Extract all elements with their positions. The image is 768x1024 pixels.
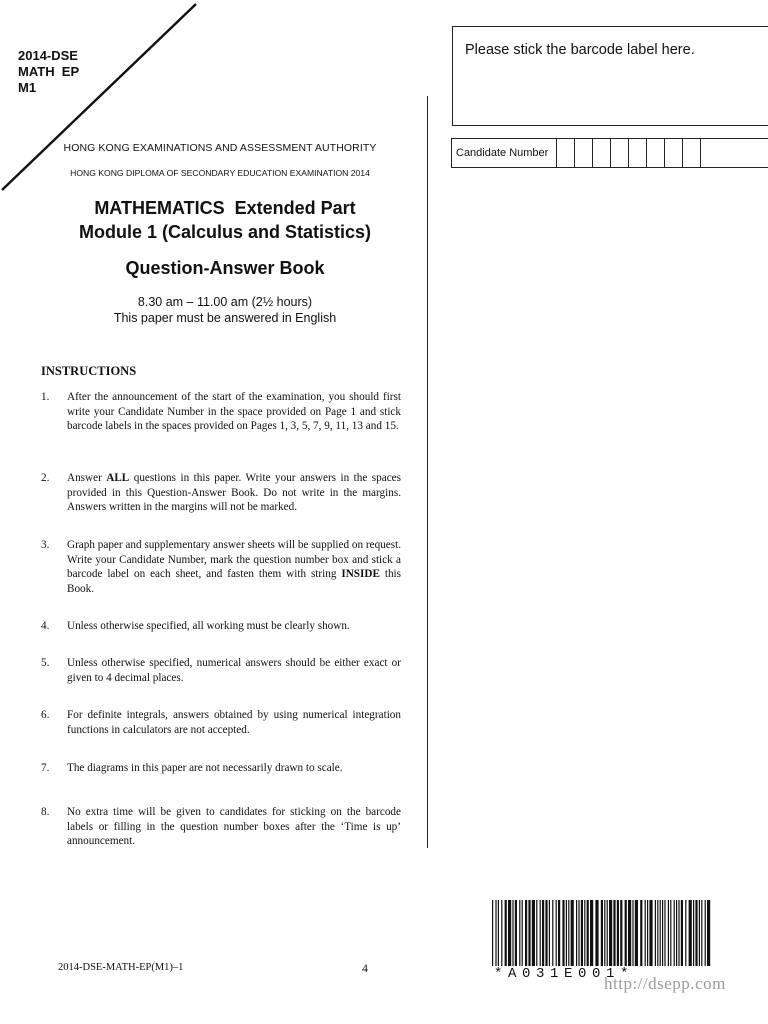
- barcode-bar: [635, 900, 638, 966]
- barcode-bar: [649, 900, 652, 966]
- candidate-number-cell[interactable]: [682, 138, 700, 168]
- barcode-bar: [668, 900, 669, 966]
- barcode-bar: [571, 900, 574, 966]
- barcode-bar: [607, 900, 608, 966]
- instruction-number: 2.: [41, 472, 50, 484]
- barcode-bar: [617, 900, 619, 966]
- instruction-number: 3.: [41, 539, 50, 551]
- barcode-bar: [498, 900, 499, 966]
- barcode-bar: [628, 900, 631, 966]
- barcode-bar: [640, 900, 642, 966]
- barcode-bar: [495, 900, 496, 966]
- barcode-bar: [674, 900, 675, 966]
- emphasis-all: ALL: [106, 472, 130, 484]
- exam-time: 8.30 am – 11.00 am (2½ hours): [137, 295, 313, 309]
- barcode-bar: [512, 900, 513, 966]
- barcode-bar: [657, 900, 658, 966]
- paper-code-module: M1: [18, 80, 37, 95]
- instruction-text: After the announcement of the start of the examination, you should first write your Candidate Number in the space provided on Page 1 and stick barcode labels in the spaces provided on Pages 1, 3, 5, 7, 9, 11, 13 and 15.: [67, 391, 401, 432]
- barcode-bar: [655, 900, 656, 966]
- instruction-number: 7.: [41, 762, 50, 774]
- barcode-label-prompt: Please stick the barcode label here.: [465, 42, 695, 58]
- candidate-number-cell[interactable]: [574, 138, 592, 168]
- barcode-bar: [695, 900, 697, 966]
- barcode-bar: [625, 900, 627, 966]
- barcode-bar: [525, 900, 527, 966]
- barcode-bar: [542, 900, 544, 966]
- barcode-bar: [519, 900, 520, 966]
- title-block: [20, 196, 430, 280]
- barcode-bar: [581, 900, 583, 966]
- barcode-bar: [578, 900, 579, 966]
- barcode-bar: [492, 900, 493, 966]
- instruction-text: Unless otherwise specified, numerical answers should be either exact or given to 4 decimal places.: [67, 657, 401, 684]
- instruction-text: For definite integrals, answers obtained by using numerical integration functions in calculators are not accepted.: [67, 709, 401, 736]
- barcode-text: *A031E001*: [494, 966, 635, 982]
- barcode-bar: [685, 900, 686, 966]
- barcode-bar: [522, 900, 523, 966]
- candidate-number-cell[interactable]: [610, 138, 628, 168]
- candidate-number-cell-end: [700, 138, 714, 168]
- barcode-bar: [568, 900, 569, 966]
- instructions-heading: INSTRUCTIONS: [41, 364, 137, 378]
- barcode-bar: [609, 900, 612, 966]
- barcode-bar: [701, 900, 702, 966]
- barcode-bar: [501, 900, 502, 966]
- barcode-bar: [664, 900, 665, 966]
- instruction-text: Graph paper and supplementary answer sheets will be supplied on request. Write your Candidate Number, mark the question number box and stick a barcode label on each sheet, and fasten them with string INSIDE this Book.: [67, 539, 401, 595]
- paper-code: [18, 48, 79, 96]
- authority-name: HONG KONG EXAMINATIONS AND ASSESSMENT AUTHORITY: [63, 142, 377, 154]
- page-number: 4: [362, 961, 368, 975]
- emphasis-inside: INSIDE: [341, 568, 380, 580]
- page-divider: [427, 96, 428, 848]
- barcode-bar: [647, 900, 648, 966]
- barcode-bar: [587, 900, 589, 966]
- instruction-number: 4.: [41, 620, 50, 632]
- exam-language: This paper must be answered in English: [113, 311, 337, 325]
- barcode-bar: [693, 900, 694, 966]
- candidate-number-cell[interactable]: [556, 138, 574, 168]
- exam-name: HONG KONG DIPLOMA OF SECONDARY EDUCATION EXAMINATION 2014: [70, 168, 370, 178]
- candidate-number-cell[interactable]: [592, 138, 610, 168]
- barcode-bar: [632, 900, 633, 966]
- barcode-bar: [707, 900, 710, 966]
- candidate-number-cell[interactable]: [646, 138, 664, 168]
- paper-code-year: 2014-DSE: [18, 48, 78, 63]
- barcode-bar: [681, 900, 683, 966]
- footer-paper-code: 2014-DSE-MATH-EP(M1)–1: [58, 962, 184, 973]
- barcode-bar: [678, 900, 679, 966]
- barcode-bar: [540, 900, 541, 966]
- barcode-bar: [549, 900, 550, 966]
- module-title: Module 1 (Calculus and Statistics): [78, 222, 372, 242]
- instruction-number: 8.: [41, 806, 50, 818]
- barcode-bar: [660, 900, 661, 966]
- barcode-bar: [558, 900, 560, 966]
- instruction-number: 5.: [41, 657, 50, 669]
- barcode-label-box: [452, 26, 768, 126]
- barcode-bar: [670, 900, 671, 966]
- barcode-bar: [705, 900, 706, 966]
- instruction-text: No extra time will be given to candidates for sticking on the barcode labels or filling in the question number boxes after the ‘Time is up’ announcement.: [67, 806, 401, 847]
- barcode-bar: [576, 900, 577, 966]
- barcode-bar: [562, 900, 564, 966]
- barcode-bar: [689, 900, 692, 966]
- barcode-bar: [556, 900, 557, 966]
- barcode-graphic: [490, 900, 715, 966]
- corner-diagonal-line: [0, 0, 200, 195]
- barcode-bar: [601, 900, 603, 966]
- barcode-bar: [699, 900, 700, 966]
- barcode-bar: [584, 900, 585, 966]
- book-title: Question-Answer Book: [125, 258, 325, 278]
- candidate-number-cell[interactable]: [664, 138, 682, 168]
- instruction-text: Unless otherwise specified, all working must be clearly shown.: [67, 620, 350, 632]
- barcode-bar: [552, 900, 553, 966]
- barcode-bar: [528, 900, 530, 966]
- barcode-bar: [532, 900, 535, 966]
- instruction-text: Answer ALL questions in this paper. Write your answers in the spaces provided in this Question-Answer Book. Do not write in the margins. Answers written in the margins will not be marked.: [67, 472, 401, 513]
- barcode-bar: [645, 900, 646, 966]
- barcode-bar: [604, 900, 605, 966]
- barcode-bar: [515, 900, 517, 966]
- candidate-number-label: Candidate Number: [456, 147, 549, 159]
- barcode-bar: [620, 900, 622, 966]
- barcode-bar: [505, 900, 507, 966]
- barcode-bar: [676, 900, 677, 966]
- time-block: [20, 294, 430, 326]
- watermark-url: http://dsepp.com: [604, 974, 726, 993]
- barcode-bar: [590, 900, 593, 966]
- barcode-bar: [545, 900, 547, 966]
- paper-code-subject: MATH EP: [18, 64, 80, 79]
- barcode-bar: [536, 900, 537, 966]
- barcode-bar: [508, 900, 511, 966]
- instruction-text: The diagrams in this paper are not necessarily drawn to scale.: [67, 762, 343, 774]
- candidate-number-cell[interactable]: [628, 138, 646, 168]
- instruction-number: 6.: [41, 709, 50, 721]
- barcode-bar: [613, 900, 615, 966]
- barcode-bar: [595, 900, 598, 966]
- barcode-bar: [566, 900, 567, 966]
- instruction-number: 1.: [41, 391, 50, 403]
- subject-title: MATHEMATICS Extended Part: [94, 198, 356, 218]
- barcode-bar: [662, 900, 663, 966]
